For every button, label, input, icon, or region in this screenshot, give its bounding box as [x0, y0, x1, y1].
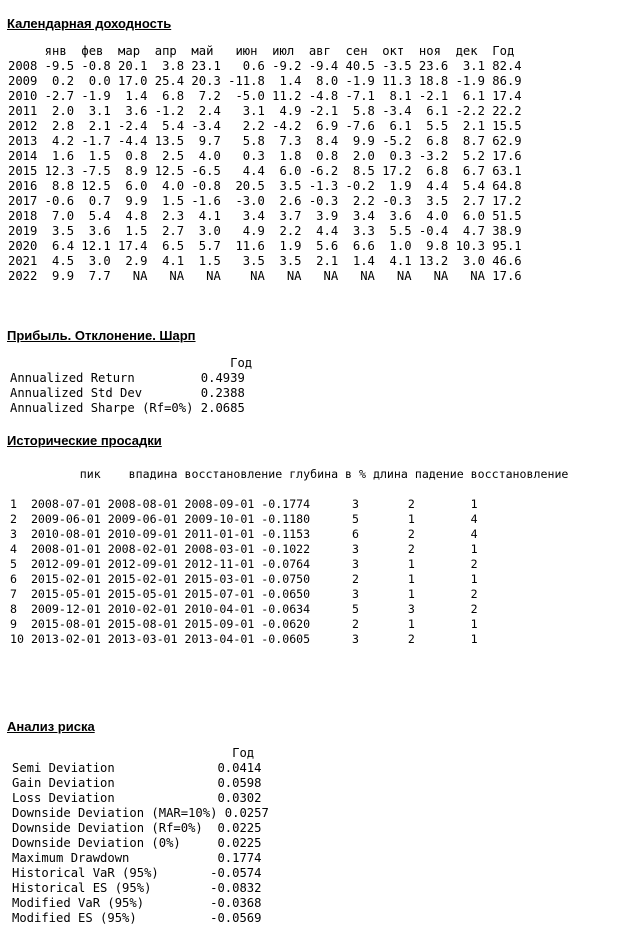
calendar-returns-table: [8, 44, 522, 284]
table-row: 2021 4.5 3.0 2.9 4.1 1.5 3.5 3.5 2.1 1.4 4.1 13.2 3.0 46.6: [8, 254, 522, 268]
returns-heading: Прибыль. Отклонение. Шарп: [7, 328, 196, 343]
table-row: 5 2012-09-01 2012-09-01 2012-11-01 -0.0764 3 1 2: [10, 557, 478, 571]
table-row: 6 2015-02-01 2015-02-01 2015-03-01 -0.0750 2 1 1: [10, 572, 478, 586]
table-header: Год: [10, 356, 253, 370]
table-row: 2009 0.2 0.0 17.0 25.4 20.3 -11.8 1.4 8.0 -1.9 11.3 18.8 -1.9 86.9: [8, 74, 522, 88]
table-row: Historical VaR (95%) -0.0574: [12, 866, 262, 880]
table-row: 2013 4.2 -1.7 -4.4 13.5 9.7 5.8 7.3 8.4 9.9 -5.2 6.8 8.7 62.9: [8, 134, 522, 148]
table-row: 3 2010-08-01 2010-09-01 2011-01-01 -0.1153 6 2 4: [10, 527, 478, 541]
table-row: 2019 3.5 3.6 1.5 2.7 3.0 4.9 2.2 4.4 3.3 5.5 -0.4 4.7 38.9: [8, 224, 522, 238]
table-row: Semi Deviation 0.0414: [12, 761, 262, 775]
table-row: Downside Deviation (MAR=10%) 0.0257: [12, 806, 269, 820]
table-row: 2018 7.0 5.4 4.8 2.3 4.1 3.4 3.7 3.9 3.4 3.6 4.0 6.0 51.5: [8, 209, 522, 223]
table-row: 2010 -2.7 -1.9 1.4 6.8 7.2 -5.0 11.2 -4.8 -7.1 8.1 -2.1 6.1 17.4: [8, 89, 522, 103]
table-row: Historical ES (95%) -0.0832: [12, 881, 262, 895]
calendar-returns-heading: Календарная доходность: [7, 16, 172, 31]
table-row: 2 2009-06-01 2009-06-01 2009-10-01 -0.1180 5 1 4: [10, 512, 478, 526]
table-row: Modified VaR (95%) -0.0368: [12, 896, 262, 910]
table-row: Annualized Return 0.4939: [10, 371, 245, 385]
table-row: 2008 -9.5 -0.8 20.1 3.8 23.1 0.6 -9.2 -9.4 40.5 -3.5 23.6 3.1 82.4: [8, 59, 522, 73]
table-row: 1 2008-07-01 2008-08-01 2008-09-01 -0.1774 3 2 1: [10, 497, 478, 511]
table-row: 2015 12.3 -7.5 8.9 12.5 -6.5 4.4 6.0 -6.2 8.5 17.2 6.8 6.7 63.1: [8, 164, 522, 178]
table-row: 7 2015-05-01 2015-05-01 2015-07-01 -0.0650 3 1 2: [10, 587, 478, 601]
drawdowns-table: [10, 467, 568, 647]
table-row: Downside Deviation (Rf=0%) 0.0225: [12, 821, 262, 835]
table-row: Loss Deviation 0.0302: [12, 791, 262, 805]
table-header: пик впадина восстановление глубина в % длина падение восстановление: [10, 467, 569, 481]
table-row: Gain Deviation 0.0598: [12, 776, 262, 790]
table-row: 2012 2.8 2.1 -2.4 5.4 -3.4 2.2 -4.2 6.9 -7.6 6.1 5.5 2.1 15.5: [8, 119, 522, 133]
table-row: 10 2013-02-01 2013-03-01 2013-04-01 -0.0605 3 2 1: [10, 632, 478, 646]
table-row: 2014 1.6 1.5 0.8 2.5 4.0 0.3 1.8 0.8 2.0 0.3 -3.2 5.2 17.6: [8, 149, 522, 163]
table-header: янв фев мар апр май июн июл авг сен окт ноя дек Год: [8, 44, 515, 58]
table-row: 2022 9.9 7.7 NA NA NA NA NA NA NA NA NA NA 17.6: [8, 269, 522, 283]
table-row: Modified ES (95%) -0.0569: [12, 911, 262, 925]
table-row: 9 2015-08-01 2015-08-01 2015-09-01 -0.0620 2 1 1: [10, 617, 478, 631]
table-row: Downside Deviation (0%) 0.0225: [12, 836, 262, 850]
table-header: Год: [12, 746, 255, 760]
returns-table: [10, 356, 252, 416]
drawdowns-heading: Исторические просадки: [7, 433, 162, 448]
table-row: 4 2008-01-01 2008-02-01 2008-03-01 -0.1022 3 2 1: [10, 542, 478, 556]
table-row: Maximum Drawdown 0.1774: [12, 851, 262, 865]
table-row: 8 2009-12-01 2010-02-01 2010-04-01 -0.0634 5 3 2: [10, 602, 478, 616]
table-row: 2016 8.8 12.5 6.0 4.0 -0.8 20.5 3.5 -1.3 -0.2 1.9 4.4 5.4 64.8: [8, 179, 522, 193]
risk-table: [12, 746, 269, 926]
table-row: Annualized Std Dev 0.2388: [10, 386, 245, 400]
table-row: 2020 6.4 12.1 17.4 6.5 5.7 11.6 1.9 5.6 6.6 1.0 9.8 10.3 95.1: [8, 239, 522, 253]
risk-heading: Анализ риска: [7, 719, 95, 734]
table-row: 2011 2.0 3.1 3.6 -1.2 2.4 3.1 4.9 -2.1 5.8 -3.4 6.1 -2.2 22.2: [8, 104, 522, 118]
table-row: Annualized Sharpe (Rf=0%) 2.0685: [10, 401, 245, 415]
table-row: 2017 -0.6 0.7 9.9 1.5 -1.6 -3.0 2.6 -0.3 2.2 -0.3 3.5 2.7 17.2: [8, 194, 522, 208]
